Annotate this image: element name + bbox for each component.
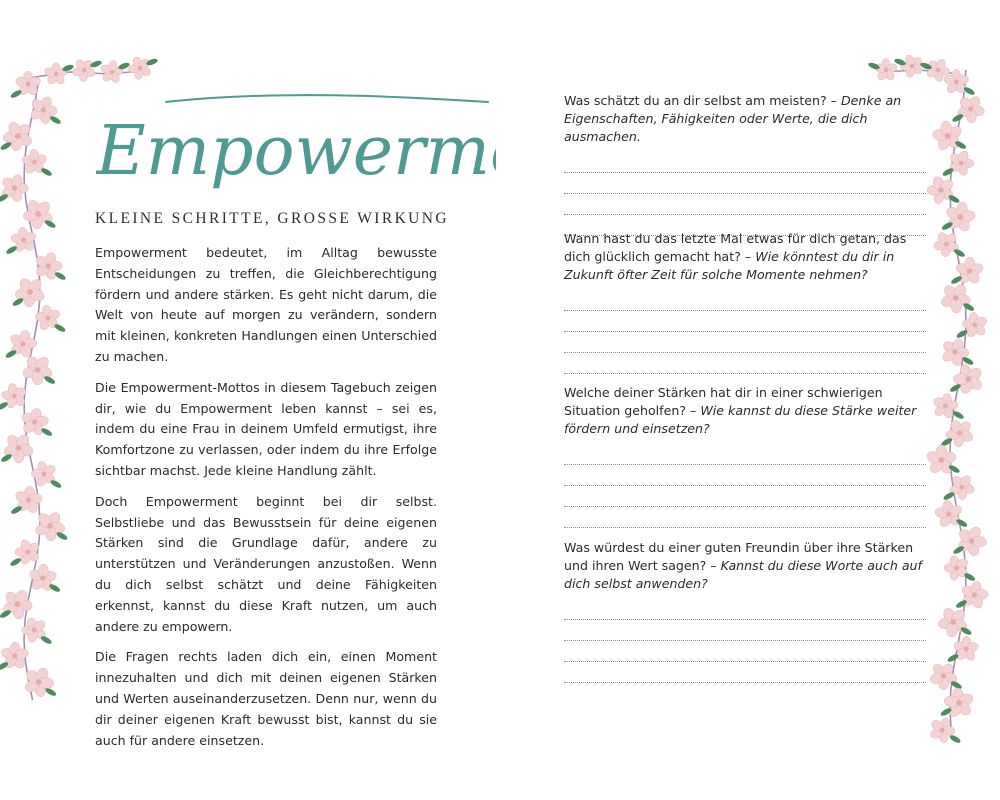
answer-line[interactable] [564,599,926,620]
question-hint: Denke an Eigenschaften, Fähigkeiten oder Werte, die dich ausmachen. [564,93,902,144]
question-main: Welche deiner Stärken hat dir in einer schwierigen Situation geholfen? – [564,385,883,418]
page-subtitle: KLEINE SCHRITTE, GROSSE WIRKUNG [95,210,449,227]
question-hint: Wie könntest du dir in Zukunft öfter Zeit für solche Momente nehmen? [564,249,895,282]
question-text [564,384,926,438]
answer-line[interactable] [564,194,926,215]
question-main: Was würdest du einer guten Freundin über ihre Stärken und ihren Wert sagen? – [564,540,914,573]
question-hint: Wie kannst du diese Stärke weiter fördern und einsetzen? [564,403,917,436]
answer-lines[interactable] [564,444,926,528]
answer-line[interactable] [564,311,926,332]
question-text [564,539,926,593]
right-page [500,0,1000,800]
journal-question [564,230,926,374]
question-text [564,230,926,284]
answer-line[interactable] [564,444,926,465]
answer-line[interactable] [564,641,926,662]
journal-question [564,539,926,683]
answer-line[interactable] [564,152,926,173]
answer-line[interactable] [564,290,926,311]
journal-question [564,384,926,528]
question-main: Wann hast du das letzte Mal etwas für dich getan, das dich glücklich gemacht hat? – [564,231,907,264]
paragraph: Die Fragen rechts laden dich ein, einen Moment innezuhalten und dich mit deinen eigenen Stärken und Werten auseinanderzusetzen. Denn nur, wenn du dir deiner eigenen Kraft bewusst bist, kannst du sie auch für andere einsetzen. [95,649,437,748]
answer-lines[interactable] [564,152,926,236]
answer-lines[interactable] [564,599,926,683]
answer-line[interactable] [564,486,926,507]
answer-line[interactable] [564,507,926,528]
page-title-text: Empowerm [96,112,491,191]
intro-text [95,243,437,761]
journal-question [564,92,926,236]
answer-line[interactable] [564,662,926,683]
page-title [96,88,496,208]
question-text [564,92,926,146]
answer-line[interactable] [564,173,926,194]
answer-line[interactable] [564,353,926,374]
answer-lines[interactable] [564,290,926,374]
answer-line[interactable] [564,620,926,641]
answer-line[interactable] [564,465,926,486]
answer-line[interactable] [564,332,926,353]
paragraph: Die Empowerment-Mottos in diesem Tagebuch zeigen dir, wie du Empowerment leben kannst – sei es, indem du eine Frau in deinem Umfeld ermutigst, ihre Komfortzone zu verlassen, oder indem du ihre Erfolge sichtbar machst. Jede kleine Handlung zählt. [95,379,437,478]
paragraph: Empowerment bedeutet, im Alltag bewusste Entscheidungen zu treffen, die Gleichberechtigung fördern und andere stärken. Es geht nicht darum, die Welt von heute auf morgen zu verändern, sondern mit kleinen, konkreten Handlungen einen Unterschied zu machen. [95,245,437,364]
paragraph: Doch Empowerment beginnt bei dir selbst. Selbstliebe und das Bewusstsein für deine eigenen Stärken sind die Grundlage dafür, andere zu unterstützen und Veränderungen anzustoßen. Wenn du dich selbst schätzt und deine Fähigkeiten erkennst, kannst du diese Kraft nutzen, um auch andere zu empowern. [95,493,437,634]
question-hint: Kannst du diese Worte auch auf dich selbst anwenden? [564,558,922,591]
question-main: Was schätzt du an dir selbst am meisten? – [564,93,841,108]
